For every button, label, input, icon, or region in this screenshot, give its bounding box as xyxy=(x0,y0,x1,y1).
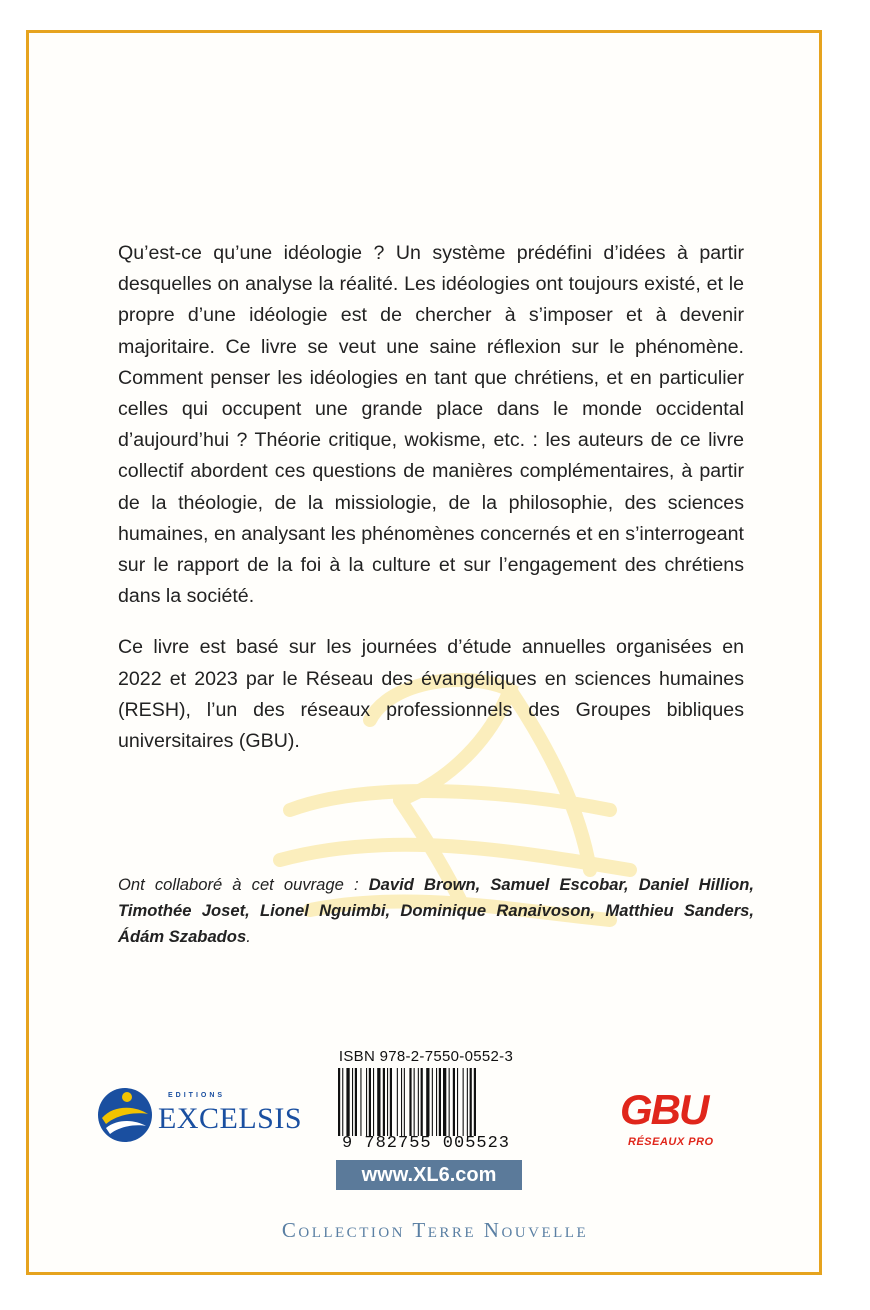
collection-title: Collection Terre Nouvelle xyxy=(281,1218,589,1242)
contributors-names: David Brown, Samuel Escobar, Daniel Hillion, Timothée Joset, Lionel Nguimbi, Dominique Ranaivoson, Matthieu Sanders, Ádám Szabados xyxy=(118,875,754,946)
editions-label: EDITIONS xyxy=(168,1092,226,1099)
gbu-name: GBU xyxy=(620,1086,708,1133)
gbu-subtitle: RÉSEAUX PRO xyxy=(628,1136,714,1148)
blurb-paragraph-2: Ce livre est basé sur les journées d’étude annuelles organisées en 2022 et 2023 par le Réseau des évangéliques en sciences humaines (RESH), l’un des réseaux professionnels des Groupes bibliques universitaires (GBU). xyxy=(118,636,744,753)
gbu-logo xyxy=(616,1086,736,1166)
excelsis-logo xyxy=(96,1084,316,1154)
contributors-intro: Ont collaboré à cet ouvrage : xyxy=(118,875,369,894)
publisher-name: EXCELSIS xyxy=(158,1102,303,1135)
isbn-label: ISBN 978-2-7550-0552-3 xyxy=(338,1048,514,1065)
barcode-number: 9 782755 005523 xyxy=(341,1134,511,1153)
contributors-end: . xyxy=(246,927,251,946)
website-link[interactable]: www.XL6.com xyxy=(336,1160,522,1190)
contributors xyxy=(118,872,754,950)
excelsis-swirl-icon xyxy=(96,1084,154,1144)
blurb-paragraph-1: Qu’est-ce qu’une idéologie ? Un système prédéfini d’idées à partir desquelles on analyse la réalité. Les idéologies ont toujours existé, et le propre d’une idéologie est de chercher à s’imposer et à devenir majoritaire. Ce livre se veut une saine réflexion sur le phénomène. Comment penser les idéologies en tant que chrétiens, et en particulier celles qui occupent une grande place dans le monde occidental d’aujourd’hui ? Théorie critique, wokisme, etc. : les auteurs de ce livre collectif abordent ces questions de manières complémentaires, à partir de la théologie, de la missiologie, de la philosophie, des sciences humaines, en analysant les phénomènes concernés et en s’interrogeant sur le rapport de la foi à la culture et sur l’engagement des chrétiens dans la société. xyxy=(118,242,744,608)
barcode-icon xyxy=(336,1068,516,1136)
back-cover-blurb xyxy=(118,238,744,757)
